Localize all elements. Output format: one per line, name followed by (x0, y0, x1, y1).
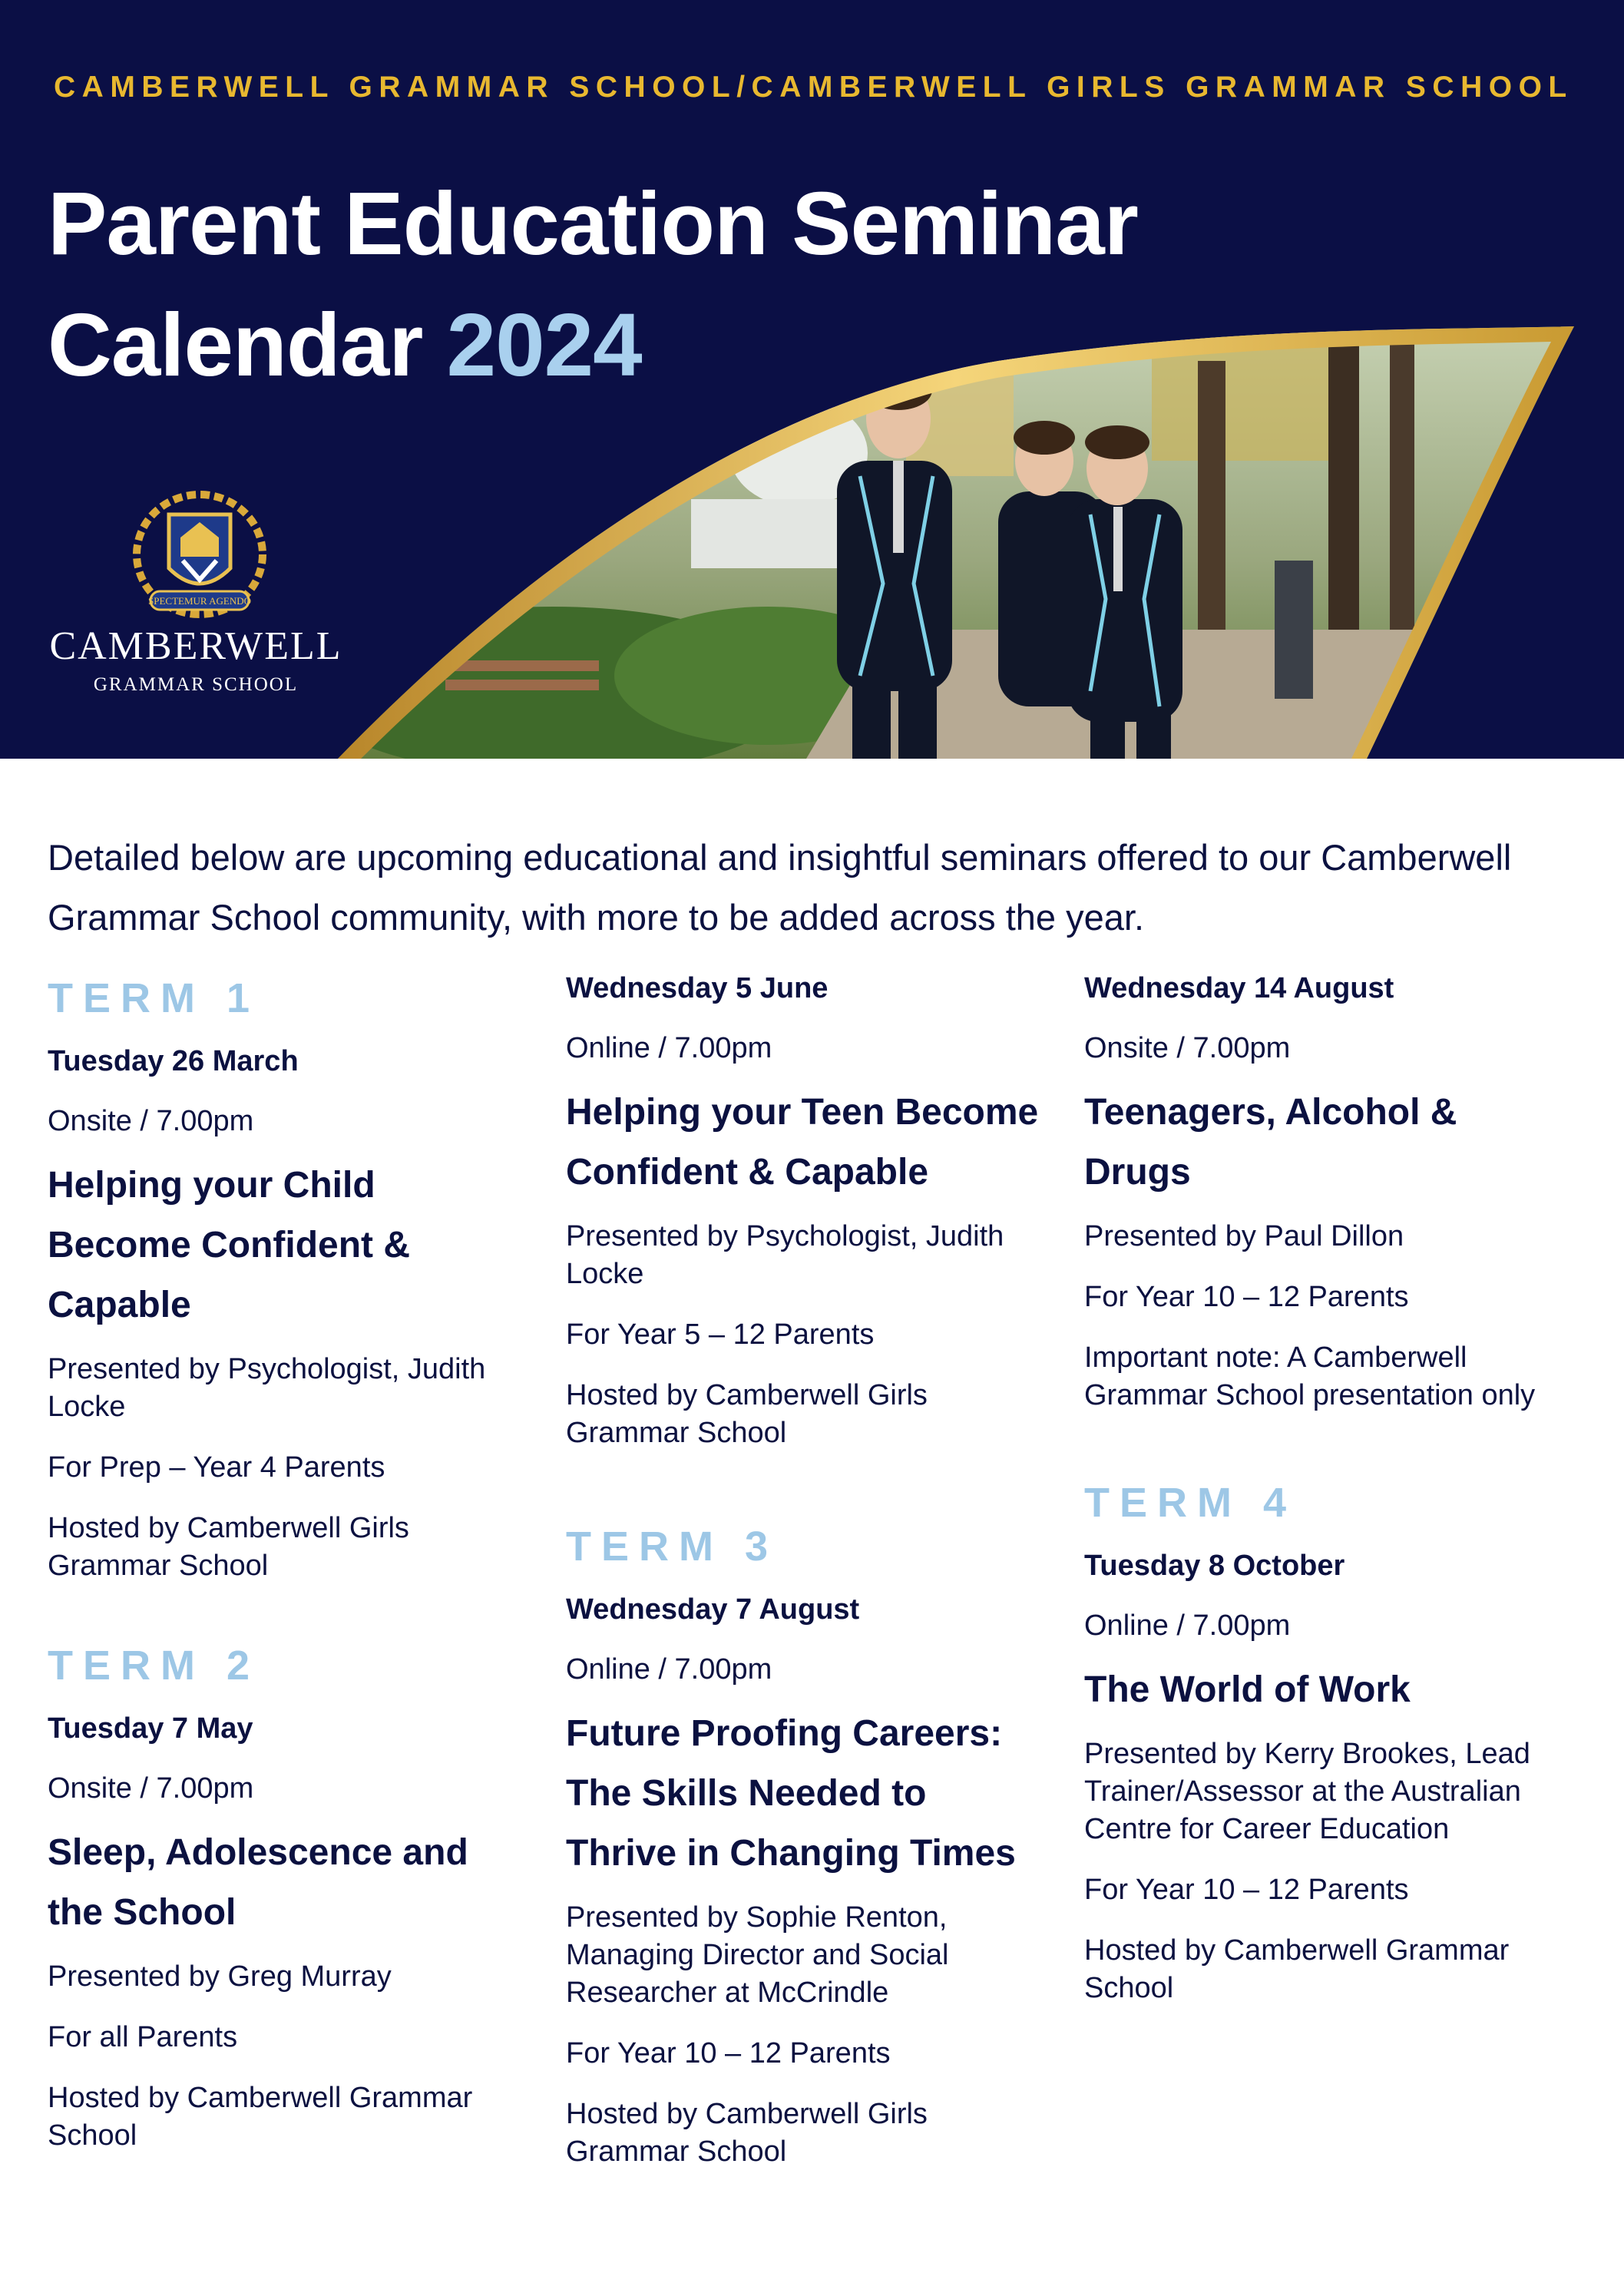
seminar-title: Helping your Child Become Confident & Capable (48, 1165, 411, 1325)
seminar-note: Important note: A Camberwell Grammar School presentation only (1084, 1342, 1536, 1411)
header-banner (0, 0, 1624, 759)
seminar-mode: Onsite / 7.00pm (1084, 1032, 1291, 1064)
seminar-host: Hosted by Camberwell Girls Grammar School (566, 1379, 928, 1449)
seminar-host: Hosted by Camberwell Girls Grammar School (566, 2098, 928, 2168)
seminar-audience: For Year 5 – 12 Parents (566, 1318, 875, 1351)
seminar-audience: For Prep – Year 4 Parents (48, 1451, 385, 1484)
title-year: 2024 (446, 295, 642, 395)
seminar-mode: Online / 7.00pm (1084, 1610, 1291, 1642)
seminar-host: Hosted by Camberwell Grammar School (1084, 1934, 1510, 2004)
seminar-presenter: Presented by Paul Dillon (1084, 1220, 1404, 1252)
seminar-host: Hosted by Camberwell Girls Grammar School (48, 1512, 409, 1582)
title-calendar: Calendar (48, 295, 423, 395)
seminar-title: The World of Work (1084, 1669, 1411, 1710)
title-line-1: Parent Education Seminar (48, 174, 1138, 273)
seminar-presenter: Presented by Psychologist, Judith Locke (48, 1353, 486, 1423)
intro-paragraph: Detailed below are upcoming educational and insightful seminars offered to our Camberwell Grammar School community, with more to be added across the year. (48, 837, 1512, 938)
seminar-title: Sleep, Adolescence and the School (48, 1832, 468, 1933)
seminar-audience: For Year 10 – 12 Parents (566, 2037, 891, 2069)
seminar-date: Wednesday 7 August (566, 1593, 860, 1626)
seminar-title: Teenagers, Alcohol & Drugs (1084, 1092, 1457, 1193)
seminar-title: Helping your Teen Become Confident & Capable (566, 1092, 1039, 1193)
seminar-date: Wednesday 14 August (1084, 972, 1394, 1004)
seminar-date: Wednesday 5 June (566, 972, 829, 1004)
seminar-audience: For Year 10 – 12 Parents (1084, 1281, 1409, 1313)
seminar-audience: For all Parents (48, 2021, 238, 2053)
seminar-presenter: Presented by Kerry Brookes, Lead Trainer/Assessor at the Australian Centre for Career Education (1084, 1738, 1530, 1845)
seminar-mode: Onsite / 7.00pm (48, 1105, 254, 1137)
logo-subtitle: GRAMMAR SCHOOL (93, 674, 299, 695)
svg-text:SPECTEMUR AGENDO: SPECTEMUR AGENDO (148, 595, 251, 607)
seminar-date: Tuesday 7 May (48, 1712, 253, 1745)
seminar-presenter: Presented by Psychologist, Judith Locke (566, 1220, 1004, 1290)
term-1-heading: TERM 1 (48, 975, 260, 1021)
seminar-presenter: Presented by Greg Murray (48, 1960, 392, 1993)
seminar-mode: Online / 7.00pm (566, 1653, 772, 1686)
school-line: CAMBERWELL GRAMMAR SCHOOL/CAMBERWELL GIRLS GRAMMAR SCHOOL (54, 71, 1573, 104)
logo-name: CAMBERWELL (49, 624, 342, 668)
column-1 (48, 971, 524, 2178)
seminar-date: Tuesday 8 October (1084, 1550, 1345, 1582)
column-2 (566, 969, 1042, 2194)
term-2-heading: TERM 2 (48, 1643, 260, 1689)
seminar-presenter: Presented by Sophie Renton, Managing Director and Social Researcher at McCrindle (566, 1901, 949, 2009)
seminar-title: Future Proofing Careers: The Skills Needed to Thrive in Changing Times (566, 1713, 1016, 1874)
seminar-host: Hosted by Camberwell Grammar School (48, 2082, 473, 2152)
seminar-mode: Online / 7.00pm (566, 1032, 772, 1064)
term-4-heading: TERM 4 (1084, 1480, 1297, 1526)
column-3 (1084, 969, 1560, 2030)
term-3-heading: TERM 3 (566, 1523, 779, 1570)
seminar-mode: Onsite / 7.00pm (48, 1772, 254, 1805)
school-crest (115, 484, 284, 630)
seminar-audience: For Year 10 – 12 Parents (1084, 1874, 1409, 1906)
seminar-date: Tuesday 26 March (48, 1045, 299, 1077)
